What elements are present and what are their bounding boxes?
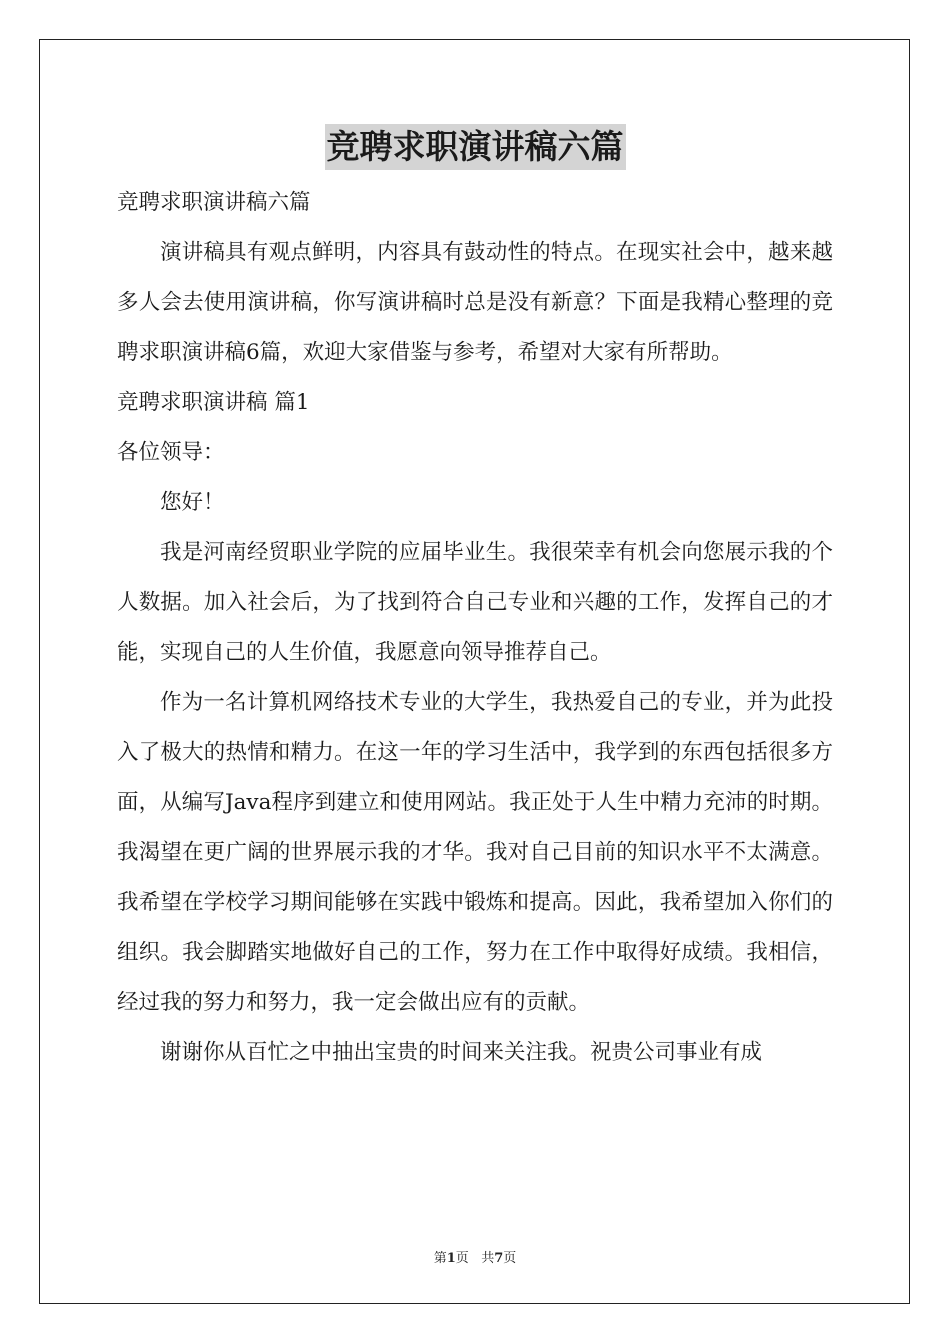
document-title: 竞聘求职演讲稿六篇 <box>325 124 626 170</box>
intro-paragraph: 演讲稿具有观点鲜明，内容具有鼓动性的特点。在现实社会中，越来越多人会去使用演讲稿，你写演讲稿时总是没有新意？下面是我精心整理的竞聘求职演讲稿6篇，欢迎大家借鉴与参考，希望对大家有所帮助。 <box>117 240 833 365</box>
page-footer <box>0 1247 950 1266</box>
page-suffix: 页 <box>455 1251 469 1266</box>
greeting: 您好！ <box>160 490 225 515</box>
body-paragraph: 我是河南经贸职业学院的应届毕业生。我很荣幸有机会向您展示我的个人数据。加入社会后，为了找到符合自己专业和兴趣的工作，发挥自己的才能，实现自己的人生价值，我愿意向领导推荐自己。 <box>117 540 833 665</box>
total-suffix: 页 <box>503 1251 517 1266</box>
document-subtitle: 竞聘求职演讲稿六篇 <box>117 190 311 215</box>
page-number: 1 <box>446 1251 456 1266</box>
total-pages: 7 <box>494 1251 504 1266</box>
body-paragraph: 谢谢你从百忙之中抽出宝贵的时间来关注我。祝贵公司事业有成 <box>160 1040 763 1065</box>
page-prefix: 第 <box>433 1251 447 1266</box>
document-body <box>117 178 833 1078</box>
body-paragraph: 作为一名计算机网络技术专业的大学生，我热爱自己的专业，并为此投入了极大的热情和精力。在这一年的学习生活中，我学到的东西包括很多方面，从编写Java程序到建立和使用网站。我正处于人生中精力充沛的时期。我渴望在更广阔的世界展示我的才华。我对自己目前的知识水平不太满意。我希望在学校学习期间能够在实践中锻炼和提高。因此，我希望加入你们的组织。我会脚踏实地做好自己的工作，努力在工作中取得好成绩。我相信，经过我的努力和努力，我一定会做出应有的贡献。 <box>117 690 833 1015</box>
title-container <box>0 124 950 170</box>
salutation: 各位领导： <box>117 440 225 465</box>
total-prefix: 共 <box>481 1251 495 1266</box>
section-heading: 竞聘求职演讲稿 篇1 <box>117 390 310 415</box>
